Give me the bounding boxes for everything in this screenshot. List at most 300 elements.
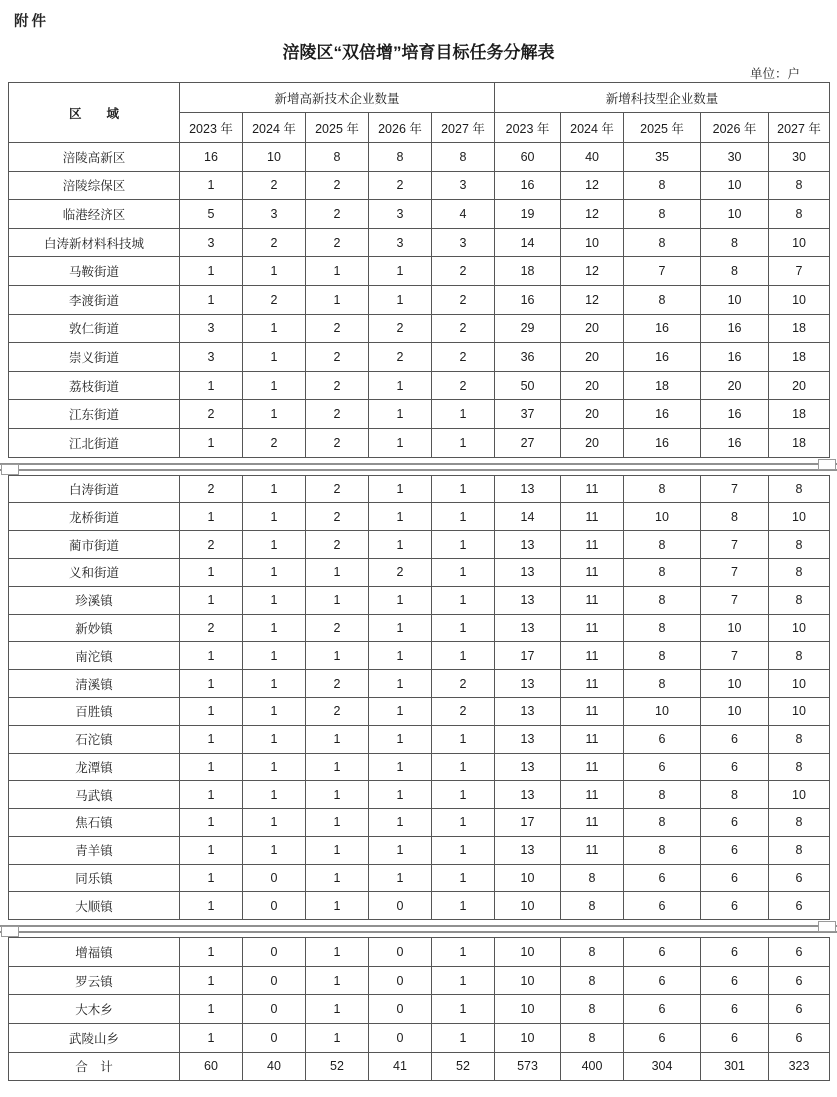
region-cell: 同乐镇 (9, 864, 180, 892)
value-cell: 1 (243, 697, 306, 725)
table-row (9, 725, 830, 753)
value-cell: 7 (701, 558, 769, 586)
value-cell: 7 (701, 642, 769, 670)
value-cell: 10 (495, 892, 561, 920)
value-cell: 1 (243, 314, 306, 343)
value-cell: 1 (306, 781, 369, 809)
value-cell: 1 (306, 995, 369, 1024)
value-cell: 16 (701, 314, 769, 343)
year-header: 2027 年 (432, 113, 495, 143)
table-row (9, 1052, 830, 1081)
value-cell: 0 (243, 1024, 306, 1053)
value-cell: 8 (769, 475, 830, 503)
value-cell: 8 (624, 228, 701, 257)
value-cell: 10 (769, 614, 830, 642)
value-cell: 16 (495, 171, 561, 200)
table-row (9, 938, 830, 967)
value-cell: 6 (624, 995, 701, 1024)
region-cell: 涪陵高新区 (9, 143, 180, 172)
value-cell: 1 (243, 836, 306, 864)
value-cell: 10 (624, 503, 701, 531)
value-cell: 2 (243, 428, 306, 457)
value-cell: 8 (769, 586, 830, 614)
value-cell: 1 (306, 642, 369, 670)
value-cell: 1 (180, 257, 243, 286)
value-cell: 12 (561, 200, 624, 229)
value-cell: 1 (243, 753, 306, 781)
value-cell: 16 (180, 143, 243, 172)
value-cell: 2 (306, 171, 369, 200)
year-header: 2027 年 (769, 113, 830, 143)
value-cell: 11 (561, 836, 624, 864)
group-header-hightech: 新增高新技术企业数量 (180, 83, 495, 113)
table-row (9, 966, 830, 995)
value-cell: 13 (495, 614, 561, 642)
task-table-section-1 (8, 82, 830, 458)
table-header (9, 83, 830, 143)
value-cell: 2 (306, 400, 369, 429)
value-cell: 20 (561, 400, 624, 429)
table-row (9, 586, 830, 614)
page-break-divider (0, 458, 837, 475)
value-cell: 10 (769, 670, 830, 698)
value-cell: 8 (769, 531, 830, 559)
region-cell: 马鞍街道 (9, 257, 180, 286)
value-cell: 52 (306, 1052, 369, 1081)
group-header-scitech: 新增科技型企业数量 (495, 83, 830, 113)
value-cell: 1 (243, 725, 306, 753)
value-cell: 27 (495, 428, 561, 457)
value-cell: 12 (561, 285, 624, 314)
table-row (9, 200, 830, 229)
value-cell: 14 (495, 503, 561, 531)
value-cell: 36 (495, 343, 561, 372)
value-cell: 20 (769, 371, 830, 400)
value-cell: 10 (561, 228, 624, 257)
value-cell: 3 (369, 228, 432, 257)
value-cell: 8 (769, 200, 830, 229)
value-cell: 10 (495, 938, 561, 967)
value-cell: 1 (432, 1024, 495, 1053)
value-cell: 18 (769, 314, 830, 343)
value-cell: 6 (769, 892, 830, 920)
value-cell: 6 (701, 995, 769, 1024)
table-body-section-2 (9, 475, 830, 920)
value-cell: 1 (243, 642, 306, 670)
value-cell: 1 (369, 836, 432, 864)
value-cell: 2 (306, 475, 369, 503)
page-title: 涪陵区“双倍增”培育目标任务分解表 (282, 43, 555, 62)
value-cell: 20 (701, 371, 769, 400)
value-cell: 1 (369, 642, 432, 670)
task-table-section-3 (8, 937, 830, 1081)
value-cell: 1 (243, 781, 306, 809)
value-cell: 8 (561, 995, 624, 1024)
value-cell: 1 (180, 1024, 243, 1053)
value-cell: 1 (306, 558, 369, 586)
region-cell: 涪陵综保区 (9, 171, 180, 200)
table-row (9, 400, 830, 429)
value-cell: 1 (306, 864, 369, 892)
value-cell: 1 (369, 400, 432, 429)
value-cell: 2 (432, 697, 495, 725)
table-row (9, 836, 830, 864)
table-row (9, 642, 830, 670)
value-cell: 3 (180, 228, 243, 257)
value-cell: 1 (306, 586, 369, 614)
value-cell: 2 (306, 531, 369, 559)
region-cell: 荔枝街道 (9, 371, 180, 400)
value-cell: 11 (561, 809, 624, 837)
value-cell: 6 (769, 938, 830, 967)
value-cell: 8 (624, 285, 701, 314)
value-cell: 1 (432, 586, 495, 614)
table-body-section-1 (9, 143, 830, 458)
year-header: 2026 年 (369, 113, 432, 143)
region-cell: 焦石镇 (9, 809, 180, 837)
value-cell: 6 (769, 864, 830, 892)
value-cell: 0 (369, 1024, 432, 1053)
value-cell: 10 (495, 864, 561, 892)
region-cell: 百胜镇 (9, 697, 180, 725)
page-break-divider (0, 920, 837, 937)
value-cell: 1 (432, 892, 495, 920)
value-cell: 1 (306, 836, 369, 864)
region-cell: 大木乡 (9, 995, 180, 1024)
value-cell: 7 (769, 257, 830, 286)
value-cell: 11 (561, 531, 624, 559)
value-cell: 10 (701, 614, 769, 642)
value-cell: 18 (769, 428, 830, 457)
value-cell: 40 (561, 143, 624, 172)
value-cell: 8 (769, 725, 830, 753)
value-cell: 7 (701, 586, 769, 614)
value-cell: 13 (495, 531, 561, 559)
value-cell: 6 (624, 725, 701, 753)
value-cell: 2 (432, 257, 495, 286)
value-cell: 1 (369, 809, 432, 837)
page-break-tab-left (1, 926, 19, 937)
value-cell: 8 (432, 143, 495, 172)
value-cell: 1 (306, 257, 369, 286)
value-cell: 1 (306, 1024, 369, 1053)
value-cell: 1 (432, 725, 495, 753)
value-cell: 8 (624, 809, 701, 837)
value-cell: 1 (369, 428, 432, 457)
table-row (9, 228, 830, 257)
value-cell: 1 (432, 531, 495, 559)
value-cell: 29 (495, 314, 561, 343)
value-cell: 35 (624, 143, 701, 172)
value-cell: 19 (495, 200, 561, 229)
value-cell: 1 (432, 836, 495, 864)
table-row (9, 428, 830, 457)
attachment-label: 附件 (14, 14, 49, 30)
value-cell: 1 (243, 343, 306, 372)
value-cell: 11 (561, 642, 624, 670)
value-cell: 11 (561, 670, 624, 698)
value-cell: 10 (701, 171, 769, 200)
value-cell: 2 (432, 343, 495, 372)
value-cell: 0 (369, 966, 432, 995)
value-cell: 2 (306, 343, 369, 372)
value-cell: 0 (243, 864, 306, 892)
value-cell: 8 (561, 892, 624, 920)
value-cell: 8 (624, 200, 701, 229)
value-cell: 10 (243, 143, 306, 172)
value-cell: 16 (701, 428, 769, 457)
table-row (9, 697, 830, 725)
table-row (9, 171, 830, 200)
value-cell: 1 (243, 614, 306, 642)
value-cell: 6 (701, 725, 769, 753)
value-cell: 10 (701, 670, 769, 698)
value-cell: 2 (306, 670, 369, 698)
value-cell: 16 (624, 343, 701, 372)
value-cell: 20 (561, 428, 624, 457)
value-cell: 8 (701, 228, 769, 257)
value-cell: 1 (180, 171, 243, 200)
value-cell: 10 (701, 697, 769, 725)
region-cell: 李渡街道 (9, 285, 180, 314)
year-header: 2024 年 (243, 113, 306, 143)
value-cell: 37 (495, 400, 561, 429)
value-cell: 400 (561, 1052, 624, 1081)
value-cell: 8 (624, 531, 701, 559)
value-cell: 1 (180, 697, 243, 725)
value-cell: 1 (432, 400, 495, 429)
value-cell: 1 (243, 531, 306, 559)
value-cell: 1 (180, 670, 243, 698)
value-cell: 1 (432, 966, 495, 995)
value-cell: 50 (495, 371, 561, 400)
table-row (9, 781, 830, 809)
value-cell: 0 (369, 995, 432, 1024)
value-cell: 2 (306, 228, 369, 257)
value-cell: 1 (180, 836, 243, 864)
value-cell: 13 (495, 586, 561, 614)
value-cell: 16 (624, 314, 701, 343)
year-header: 2025 年 (306, 113, 369, 143)
value-cell: 7 (701, 531, 769, 559)
value-cell: 8 (624, 781, 701, 809)
table-row (9, 531, 830, 559)
value-cell: 1 (180, 995, 243, 1024)
value-cell: 10 (624, 697, 701, 725)
value-cell: 1 (180, 753, 243, 781)
value-cell: 8 (561, 966, 624, 995)
value-cell: 6 (769, 966, 830, 995)
region-cell: 义和街道 (9, 558, 180, 586)
value-cell: 0 (243, 966, 306, 995)
value-cell: 8 (701, 257, 769, 286)
region-cell: 敦仁街道 (9, 314, 180, 343)
year-header: 2026 年 (701, 113, 769, 143)
value-cell: 1 (180, 725, 243, 753)
value-cell: 2 (180, 614, 243, 642)
value-cell: 1 (369, 753, 432, 781)
region-cell: 江东街道 (9, 400, 180, 429)
table-row (9, 892, 830, 920)
value-cell: 13 (495, 697, 561, 725)
value-cell: 13 (495, 836, 561, 864)
value-cell: 1 (180, 428, 243, 457)
value-cell: 6 (624, 1024, 701, 1053)
value-cell: 10 (495, 1024, 561, 1053)
value-cell: 1 (306, 809, 369, 837)
value-cell: 8 (624, 586, 701, 614)
value-cell: 6 (701, 809, 769, 837)
value-cell: 52 (432, 1052, 495, 1081)
region-cell: 马武镇 (9, 781, 180, 809)
unit-label: 单位：户 (749, 67, 800, 81)
value-cell: 11 (561, 586, 624, 614)
value-cell: 30 (769, 143, 830, 172)
value-cell: 2 (432, 314, 495, 343)
region-cell: 白涛新材料科技城 (9, 228, 180, 257)
region-cell: 崇义街道 (9, 343, 180, 372)
value-cell: 2 (306, 503, 369, 531)
value-cell: 1 (180, 642, 243, 670)
table-row (9, 558, 830, 586)
table-row (9, 614, 830, 642)
table-row (9, 314, 830, 343)
value-cell: 17 (495, 809, 561, 837)
region-cell: 合 计 (9, 1052, 180, 1081)
value-cell: 1 (306, 966, 369, 995)
value-cell: 2 (180, 531, 243, 559)
table-row (9, 670, 830, 698)
value-cell: 18 (624, 371, 701, 400)
value-cell: 20 (561, 343, 624, 372)
value-cell: 13 (495, 670, 561, 698)
value-cell: 2 (432, 670, 495, 698)
value-cell: 6 (701, 1024, 769, 1053)
value-cell: 30 (701, 143, 769, 172)
page-break-tab-right (818, 459, 836, 470)
value-cell: 6 (701, 966, 769, 995)
year-header: 2023 年 (495, 113, 561, 143)
value-cell: 8 (624, 614, 701, 642)
value-cell: 1 (180, 558, 243, 586)
value-cell: 7 (701, 475, 769, 503)
value-cell: 13 (495, 781, 561, 809)
table-row (9, 257, 830, 286)
value-cell: 8 (769, 171, 830, 200)
page-break-tab-right (818, 921, 836, 932)
value-cell: 11 (561, 503, 624, 531)
value-cell: 1 (306, 725, 369, 753)
value-cell: 1 (180, 285, 243, 314)
value-cell: 16 (495, 285, 561, 314)
value-cell: 1 (180, 892, 243, 920)
value-cell: 2 (306, 697, 369, 725)
value-cell: 1 (432, 809, 495, 837)
task-table-section-2 (8, 475, 830, 921)
table-row (9, 143, 830, 172)
value-cell: 6 (701, 938, 769, 967)
value-cell: 12 (561, 257, 624, 286)
value-cell: 1 (180, 864, 243, 892)
value-cell: 6 (769, 995, 830, 1024)
value-cell: 1 (306, 938, 369, 967)
region-cell: 龙潭镇 (9, 753, 180, 781)
region-cell: 增福镇 (9, 938, 180, 967)
value-cell: 1 (369, 725, 432, 753)
value-cell: 2 (306, 200, 369, 229)
value-cell: 3 (180, 314, 243, 343)
value-cell: 2 (432, 371, 495, 400)
value-cell: 1 (306, 892, 369, 920)
value-cell: 573 (495, 1052, 561, 1081)
value-cell: 10 (769, 697, 830, 725)
value-cell: 10 (769, 285, 830, 314)
value-cell: 3 (369, 200, 432, 229)
value-cell: 8 (306, 143, 369, 172)
value-cell: 1 (369, 371, 432, 400)
value-cell: 1 (369, 503, 432, 531)
value-cell: 10 (769, 781, 830, 809)
region-cell: 青羊镇 (9, 836, 180, 864)
value-cell: 6 (769, 1024, 830, 1053)
value-cell: 6 (701, 864, 769, 892)
value-cell: 11 (561, 614, 624, 642)
value-cell: 0 (369, 892, 432, 920)
value-cell: 6 (624, 966, 701, 995)
table-total-row (9, 1052, 830, 1081)
value-cell: 8 (369, 143, 432, 172)
value-cell: 1 (432, 781, 495, 809)
value-cell: 1 (306, 753, 369, 781)
value-cell: 4 (432, 200, 495, 229)
value-cell: 1 (432, 475, 495, 503)
table-row (9, 864, 830, 892)
value-cell: 2 (306, 314, 369, 343)
table-row (9, 503, 830, 531)
value-cell: 0 (243, 938, 306, 967)
value-cell: 1 (369, 614, 432, 642)
region-cell: 临港经济区 (9, 200, 180, 229)
value-cell: 0 (243, 892, 306, 920)
value-cell: 2 (369, 343, 432, 372)
value-cell: 1 (243, 371, 306, 400)
page-break-tab-left (1, 464, 19, 475)
value-cell: 16 (624, 400, 701, 429)
value-cell: 2 (369, 558, 432, 586)
value-cell: 13 (495, 725, 561, 753)
region-cell: 大顺镇 (9, 892, 180, 920)
page-break-lines (0, 463, 837, 471)
value-cell: 3 (432, 228, 495, 257)
value-cell: 1 (432, 503, 495, 531)
value-cell: 1 (369, 257, 432, 286)
value-cell: 1 (306, 285, 369, 314)
value-cell: 1 (369, 586, 432, 614)
value-cell: 11 (561, 725, 624, 753)
value-cell: 18 (769, 400, 830, 429)
value-cell: 8 (769, 836, 830, 864)
value-cell: 1 (180, 586, 243, 614)
table-body-section-3 (9, 938, 830, 1052)
value-cell: 1 (243, 400, 306, 429)
value-cell: 8 (701, 503, 769, 531)
value-cell: 41 (369, 1052, 432, 1081)
value-cell: 1 (243, 503, 306, 531)
region-cell: 石沱镇 (9, 725, 180, 753)
value-cell: 17 (495, 642, 561, 670)
value-cell: 11 (561, 697, 624, 725)
region-cell: 罗云镇 (9, 966, 180, 995)
